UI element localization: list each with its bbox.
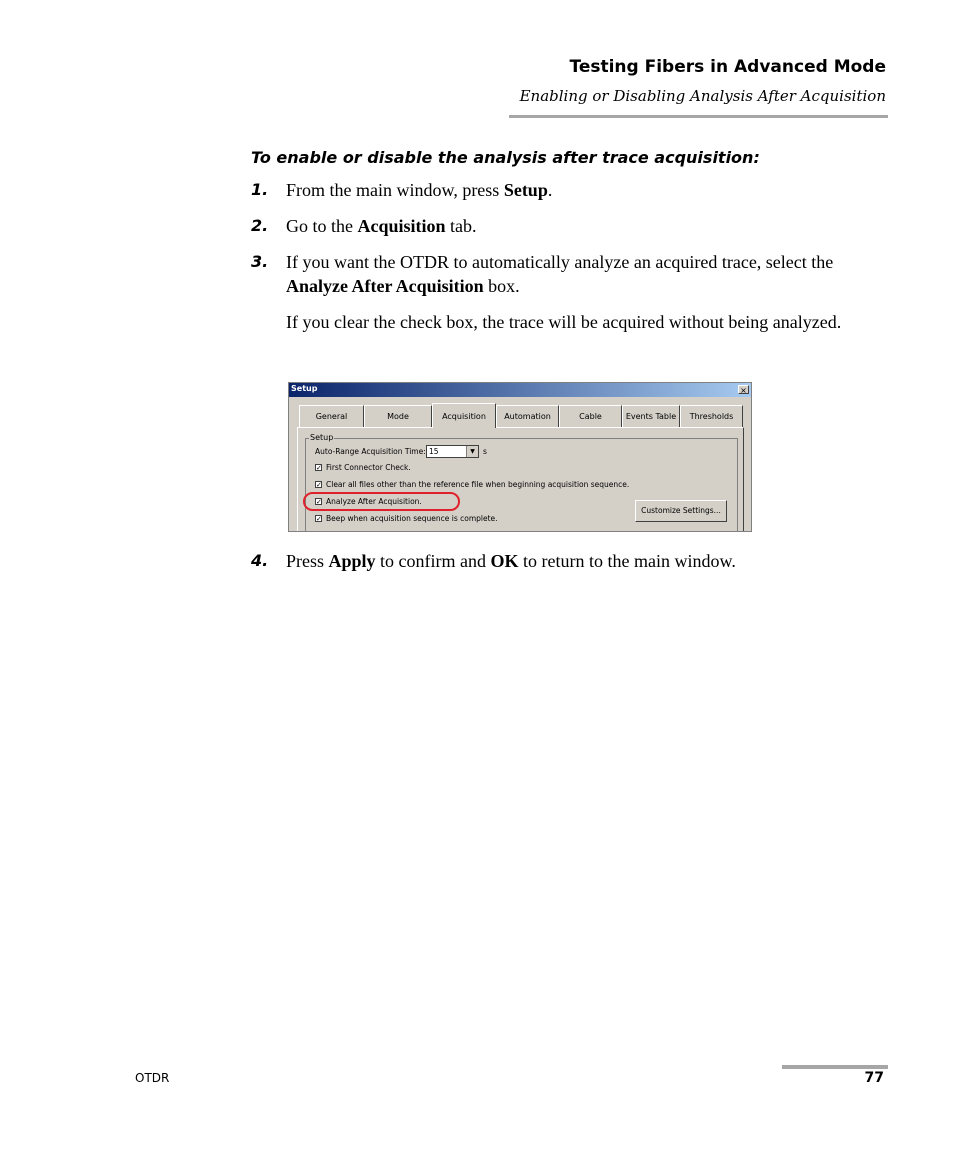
running-header-subtitle: Enabling or Disabling Analysis After Acquisition	[519, 87, 886, 105]
beep-checkbox[interactable]: ✓	[316, 515, 322, 523]
step-number: 1.	[251, 180, 269, 199]
customize-settings-button[interactable]: Customize Settings...	[635, 500, 727, 522]
running-header-title: Testing Fibers in Advanced Mode	[569, 57, 886, 77]
auto-range-value: 15	[429, 447, 439, 456]
beep-label: Beep when acquisition sequence is complete.	[326, 514, 498, 523]
tab-thresholds[interactable]: Thresholds	[680, 405, 743, 427]
auto-range-unit: s	[483, 447, 487, 456]
step-number: 3.	[251, 252, 269, 271]
tab-automation[interactable]: Automation	[496, 405, 559, 427]
page-number: 77	[864, 1070, 884, 1086]
step-text: If you want the OTDR to automatically analyze an acquired trace, select the Analyze After Acquisition box.	[286, 252, 834, 296]
tab-acquisition[interactable]: Acquisition	[432, 403, 496, 428]
first-connector-label: First Connector Check.	[326, 463, 411, 472]
clear-files-checkbox[interactable]: ✓	[316, 481, 322, 489]
first-connector-checkbox[interactable]: ✓	[316, 464, 322, 472]
step-number: 2.	[251, 216, 269, 235]
auto-range-label: Auto-Range Acquisition Time:	[315, 447, 426, 456]
tab-general[interactable]: General	[299, 405, 364, 427]
step-note: If you clear the check box, the trace will be acquired without being analyzed.	[286, 312, 842, 332]
step-number: 4.	[251, 551, 269, 570]
tab-events-table[interactable]: Events Table	[622, 405, 680, 427]
chevron-down-icon[interactable]: ▼	[466, 446, 478, 457]
procedure-heading: To enable or disable the analysis after trace acquisition:	[251, 148, 760, 167]
step-text: Press Apply to confirm and OK to return to the main window.	[286, 551, 736, 571]
clear-files-label: Clear all files other than the reference file when beginning acquisition sequence.	[326, 480, 630, 489]
dialog-titlebar	[289, 383, 751, 397]
close-button[interactable]: ×	[738, 385, 749, 394]
analyze-after-acquisition-checkbox[interactable]: ✓	[316, 498, 322, 506]
auto-range-select[interactable]	[426, 445, 479, 458]
groupbox-label: Setup	[310, 433, 334, 442]
tab-cable[interactable]: Cable	[559, 405, 622, 427]
setup-dialog	[288, 382, 752, 532]
header-rule	[509, 115, 888, 118]
footer-rule	[782, 1065, 888, 1069]
footer-product: OTDR	[135, 1071, 170, 1085]
analyze-after-acquisition-label: Analyze After Acquisition.	[326, 497, 422, 506]
dialog-title: Setup	[291, 384, 318, 393]
step-text: From the main window, press Setup.	[286, 180, 553, 200]
tab-mode[interactable]: Mode	[364, 405, 432, 427]
step-text: Go to the Acquisition tab.	[286, 216, 477, 236]
highlight-ellipse	[303, 492, 460, 511]
